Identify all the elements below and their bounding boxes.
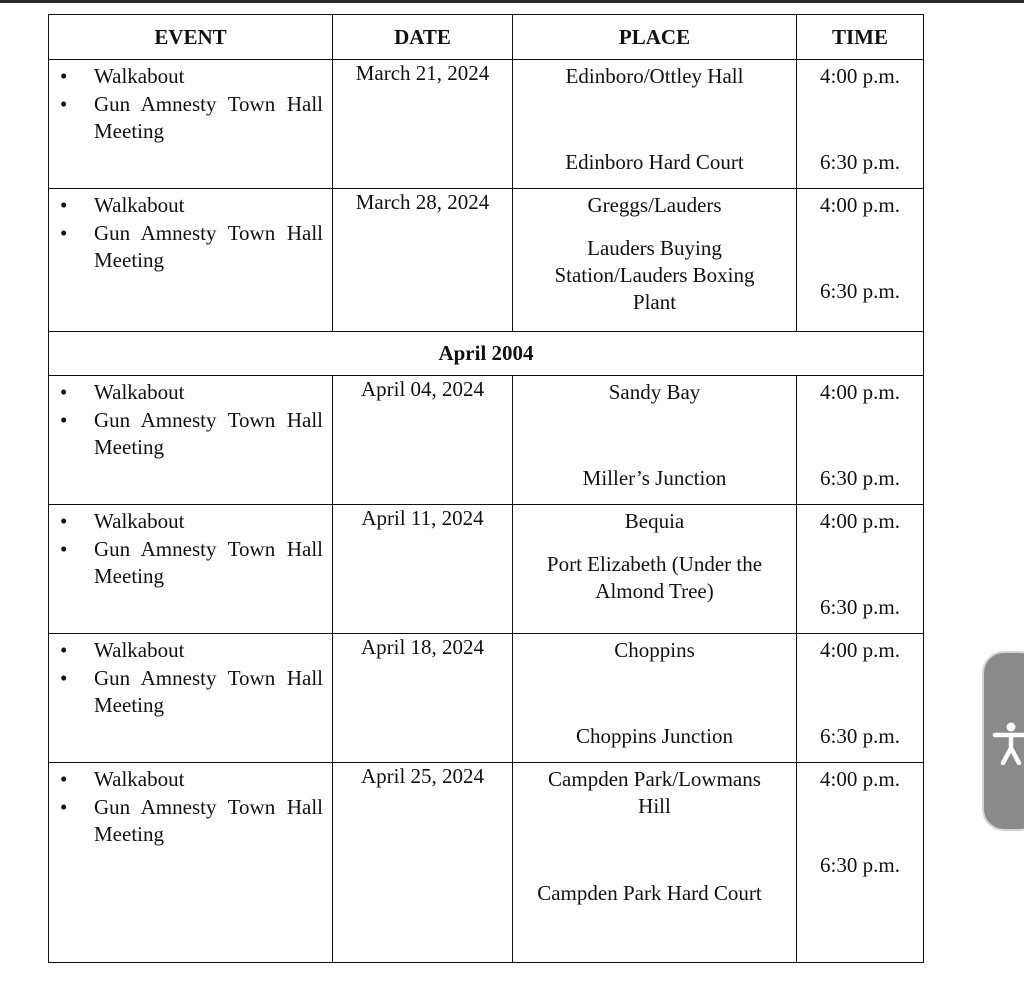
header-date: DATE (333, 15, 513, 60)
place-secondary: Port Elizabeth (Under the Almond Tree) (546, 552, 763, 603)
place-cell (513, 189, 797, 332)
event-cell (49, 60, 333, 189)
accessibility-button[interactable] (982, 651, 1024, 831)
date-cell: April 18, 2024 (333, 634, 513, 763)
time-secondary: 6:30 p.m. (820, 466, 900, 490)
date-cell: April 25, 2024 (333, 763, 513, 963)
top-rule (0, 0, 1024, 3)
place-primary: Campden Park/Lowmans Hill (548, 767, 761, 818)
time-cell (797, 505, 924, 634)
table-row (49, 60, 924, 189)
event-item: • Gun Amnesty Town Hall Meeting (94, 220, 323, 274)
place-primary: Edinboro/Ottley Hall (565, 64, 744, 88)
time-secondary: 6:30 p.m. (820, 853, 900, 877)
event-item: • Walkabout (94, 63, 323, 90)
place-cell (513, 634, 797, 763)
table-row (49, 634, 924, 763)
event-item: • Gun Amnesty Town Hall Meeting (94, 665, 323, 719)
place-primary: Greggs/Lauders (587, 193, 722, 217)
schedule-table (48, 14, 924, 963)
event-item: • Gun Amnesty Town Hall Meeting (94, 794, 323, 848)
place-secondary: Campden Park Hard Court (537, 881, 762, 905)
time-secondary: 6:30 p.m. (820, 724, 900, 748)
time-primary: 4:00 p.m. (820, 767, 900, 791)
place-primary: Sandy Bay (608, 380, 701, 404)
place-cell (513, 60, 797, 189)
table-row (49, 505, 924, 634)
time-primary: 4:00 p.m. (820, 380, 900, 404)
place-secondary: Lauders Buying Station/Lauders Boxing Plant (554, 236, 755, 314)
place-cell (513, 763, 797, 963)
header-place: PLACE (513, 15, 797, 60)
time-primary: 4:00 p.m. (820, 193, 900, 217)
time-secondary: 6:30 p.m. (820, 279, 900, 303)
date-cell: March 28, 2024 (333, 189, 513, 332)
event-item: • Walkabout (94, 379, 323, 406)
date-cell: April 04, 2024 (333, 376, 513, 505)
time-cell (797, 763, 924, 963)
month-banner: April 2004 (49, 332, 924, 376)
time-cell (797, 189, 924, 332)
place-secondary: Choppins Junction (576, 724, 733, 748)
event-item: • Gun Amnesty Town Hall Meeting (94, 536, 323, 590)
event-cell (49, 763, 333, 963)
accessibility-person-icon (991, 721, 1024, 765)
event-item: • Walkabout (94, 192, 323, 219)
place-cell (513, 505, 797, 634)
header-event: EVENT (49, 15, 333, 60)
event-cell (49, 634, 333, 763)
table-row (49, 763, 924, 963)
event-item: • Walkabout (94, 766, 323, 793)
event-cell (49, 505, 333, 634)
month-banner-row (49, 332, 924, 376)
header-time: TIME (797, 15, 924, 60)
time-cell (797, 634, 924, 763)
event-item: • Walkabout (94, 508, 323, 535)
time-secondary: 6:30 p.m. (820, 150, 900, 174)
place-cell (513, 376, 797, 505)
date-cell: March 21, 2024 (333, 60, 513, 189)
time-secondary: 6:30 p.m. (820, 595, 900, 619)
date-cell: April 11, 2024 (333, 505, 513, 634)
event-item: • Gun Amnesty Town Hall Meeting (94, 407, 323, 461)
event-cell (49, 189, 333, 332)
table-row (49, 189, 924, 332)
time-primary: 4:00 p.m. (820, 509, 900, 533)
event-item: • Gun Amnesty Town Hall Meeting (94, 91, 323, 145)
place-secondary: Miller’s Junction (582, 466, 727, 490)
time-cell (797, 60, 924, 189)
place-primary: Choppins (614, 638, 695, 662)
place-secondary: Edinboro Hard Court (565, 150, 744, 174)
event-item: • Walkabout (94, 637, 323, 664)
time-primary: 4:00 p.m. (820, 64, 900, 88)
header-row (49, 15, 924, 60)
time-primary: 4:00 p.m. (820, 638, 900, 662)
place-primary: Bequia (624, 509, 685, 533)
table-row (49, 376, 924, 505)
time-cell (797, 376, 924, 505)
event-cell (49, 376, 333, 505)
